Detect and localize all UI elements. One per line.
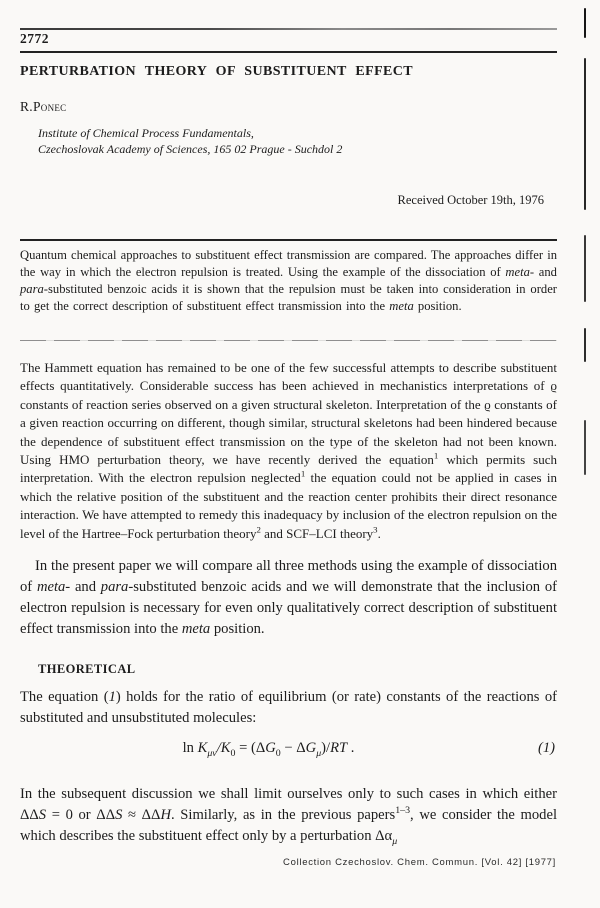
subsequent-paragraph: In the subsequent discussion we shall limit ourselves only to such cases in which either ΔΔS = 0 or ΔΔS ≈ ΔΔH. Similarly, as in the previous papers$^{1-3}$, we consider the model which describes the substituent effect only by a perturbation $\Delta\alpha_\mu$ — [20, 786, 558, 847]
equation-expression: $\ln K_{\mu\nu}/K_0 = (\Delta G_0 - \Delta G_\mu)/RT$ . — [182, 740, 355, 759]
page-edge-artifact — [584, 328, 586, 362]
affiliation-line-2: Czechoslovak Academy of Sciences, 165 02 Prague - Suchdol 2 — [38, 141, 343, 156]
page-edge-artifact — [584, 8, 586, 38]
abstract-rule-top — [20, 239, 557, 241]
article-title: PERTURBATION THEORY OF SUBSTITUENT EFFECT — [20, 64, 414, 79]
abstract-text: Quantum chemical approaches to substituent effect transmission are compared. The approaches differ in the way in which the electron repulsion is treated. Using the example of the dissociation of meta- and para-substituted benzoic acids it is shown that the repulsion must be taken into consideration in order to get the correct description of substituent effect transmission into the meta position. — [20, 248, 557, 313]
author-name: R.Ponec — [20, 99, 67, 114]
page-edge-artifact — [584, 420, 586, 475]
equation-intro-paragraph: The equation (1) holds for the ratio of equilibrium (or rate) constants of the reactions of substituted and unsubstituted molecules: — [20, 689, 557, 726]
author-affiliation — [38, 126, 342, 157]
present-paper-paragraph: In the present paper we will compare all three methods using the example of dissociation of meta- and para-substituted benzoic acids and we will demonstrate that the inclusion of electron repulsion is necessary for even only qualitatively correct description of substituent effect transmission into the meta position. — [20, 558, 557, 637]
page-edge-artifact — [584, 58, 586, 210]
header-rule-bottom — [20, 51, 557, 53]
intro-paragraph: The Hammett equation has remained to be one of the few successful attempts to describe substituent effects quantitatively. Considerable success has been achieved in mechanistics interpretations of ϱ constants of reaction series observed on a given structural skeleton. Interpretation of the ϱ constants of a given reaction occurring on different, though similar, structural skeletons had been hindered because the dependence of substituent effect transmission on the type of the skeleton had not been known. Using HMO perturbation theory, we have recently derived the equation$^1$ which permits such interpretation. With the electron repulsion neglected$^1$ the equation could not be applied in cases in which the relative position of the substituent and the reaction center prohibits their direct resonance interaction. We have attempted to remedy this inadequacy by inclusion of the electron repulsion on the level of the Hartree–Fock perturbation theory$^2$ and SCF–LCI theory$^3$. — [20, 360, 557, 541]
equation-1 — [20, 740, 557, 757]
journal-footer: Collection Czechoslov. Chem. Commun. [Vol. 42] [1977] — [283, 857, 556, 868]
affiliation-line-1: Institute of Chemical Process Fundamentals, — [38, 126, 254, 140]
section-heading-theoretical: THEORETICAL — [38, 662, 136, 676]
page-number: 2772 — [20, 31, 49, 46]
equation-number: (1) — [537, 740, 555, 756]
received-date: Received October 19th, 1976 — [397, 193, 544, 207]
abstract-rule-bottom — [20, 340, 557, 341]
page-edge-artifact — [584, 235, 586, 302]
header-rule-top — [20, 28, 557, 30]
